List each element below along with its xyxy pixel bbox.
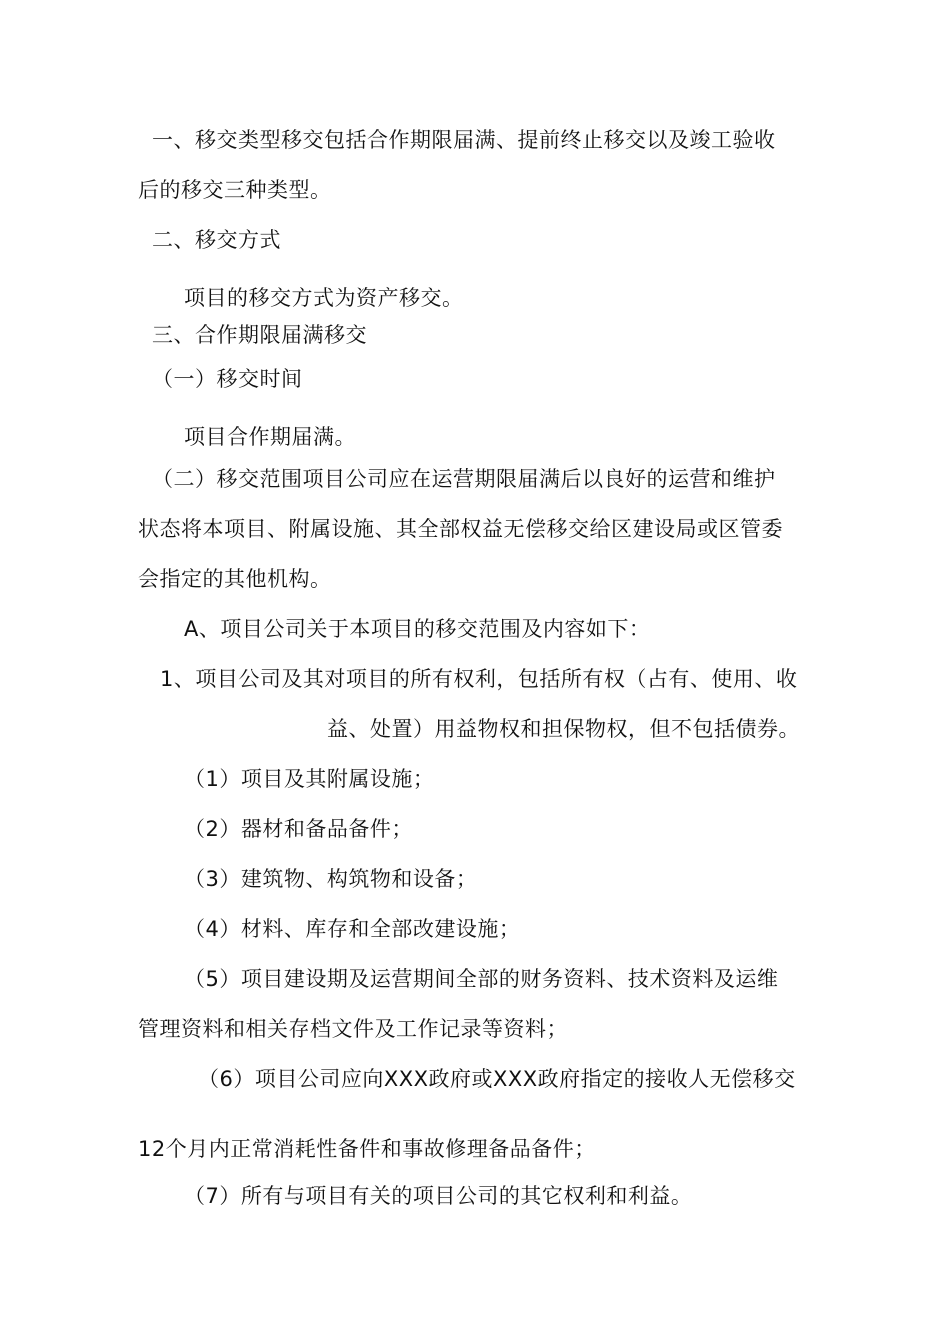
list-item-5-line-2: 管理资料和相关存档文件及工作记录等资料； xyxy=(138,1017,568,1041)
subsection-1-heading: （一）移交时间 xyxy=(152,367,303,391)
item-1-line-1: 1、项目公司及其对项目的所有权利，包括所有权（占有、使用、收 xyxy=(160,667,798,691)
subsection-2-line-2: 状态将本项目、附属设施、其全部权益无偿移交给区建设局或区管委 xyxy=(138,517,783,541)
subsection-2-line-1: （二）移交范围项目公司应在运营期限届满后以良好的运营和维护 xyxy=(152,467,776,491)
list-item-6-line-2: 12个月内正常消耗性备件和事故修理备品备件； xyxy=(138,1137,596,1161)
list-item-3: （3）建筑物、构筑物和设备； xyxy=(184,867,478,891)
section-3-heading: 三、合作期限届满移交 xyxy=(152,323,367,347)
list-item-5-line-1: （5）项目建设期及运营期间全部的财务资料、技术资料及运维 xyxy=(184,967,779,991)
list-item-2: （2）器材和备品备件； xyxy=(184,817,413,841)
scope-intro: A、项目公司关于本项目的移交范围及内容如下： xyxy=(184,617,651,641)
subsection-1-body: 项目合作期届满。 xyxy=(184,425,356,449)
list-item-4: （4）材料、库存和全部改建设施； xyxy=(184,917,521,941)
subsection-2-line-3: 会指定的其他机构。 xyxy=(138,567,332,591)
item-1-line-2: 益、处置）用益物权和担保物权，但不包括债券。 xyxy=(327,717,800,741)
section-2-body: 项目的移交方式为资产移交。 xyxy=(184,286,464,310)
section-1-heading-line-1: 一、移交类型移交包括合作期限届满、提前终止移交以及竣工验收 xyxy=(152,128,776,152)
list-item-7: （7）所有与项目有关的项目公司的其它权利和利益。 xyxy=(184,1184,693,1208)
section-1-heading-line-2: 后的移交三种类型。 xyxy=(138,178,332,202)
list-item-6-line-1: （6）项目公司应向XXX政府或XXX政府指定的接收人无偿移交 xyxy=(198,1067,796,1091)
list-item-1: （1）项目及其附属设施； xyxy=(184,767,435,791)
section-2-heading: 二、移交方式 xyxy=(152,228,281,252)
